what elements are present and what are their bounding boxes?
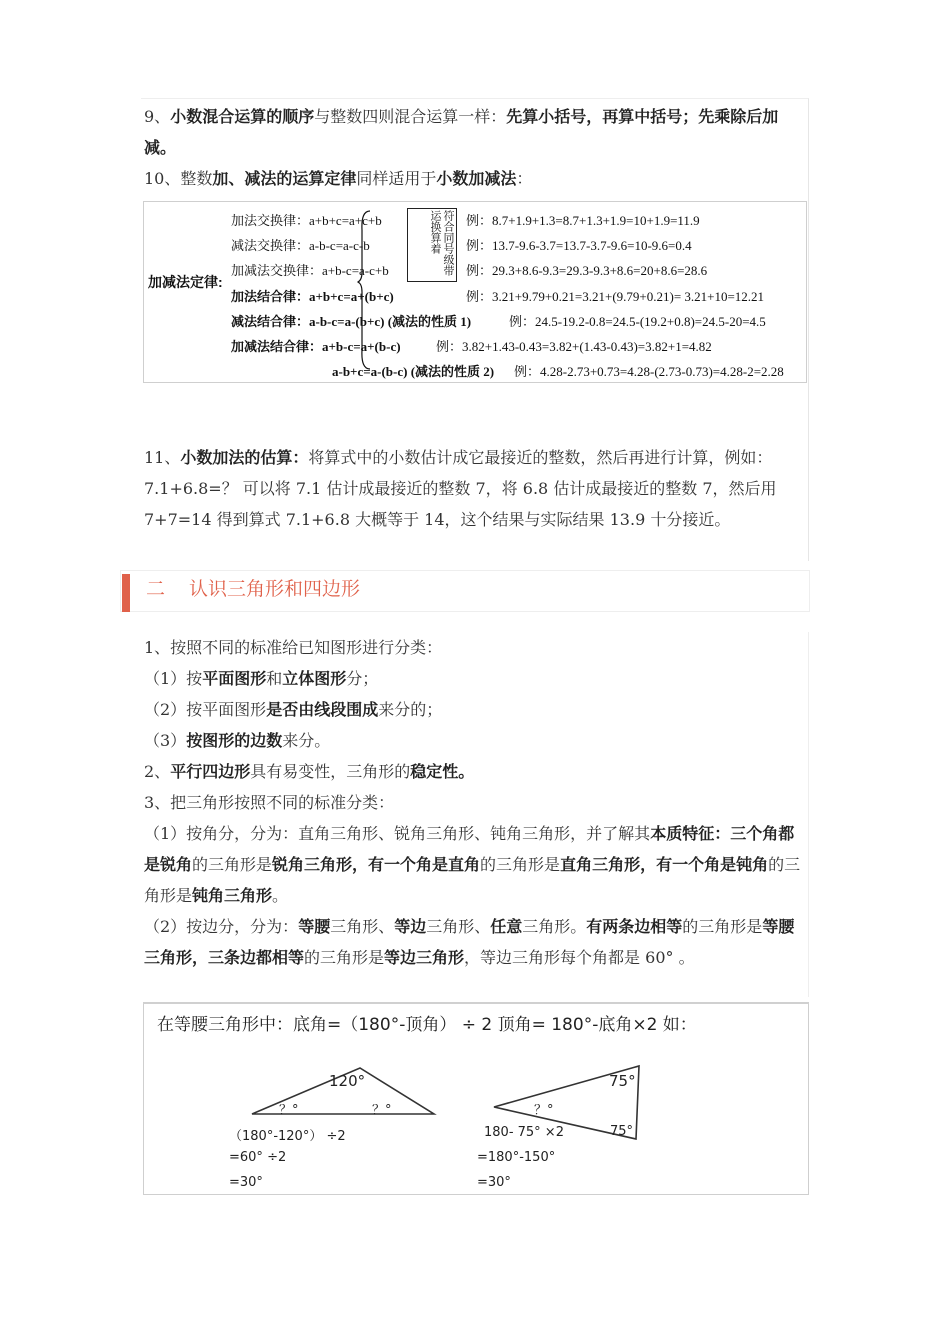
line-2	[144, 663, 808, 694]
law-example-7: 例：4.28-2.73+0.73=4.28-(2.73-0.73)=4.28-2=2.28	[514, 364, 784, 379]
right-calc-1: 180- 75° ×2	[484, 1125, 564, 1140]
paragraph-11	[144, 442, 804, 535]
section-heading-2	[120, 570, 810, 612]
l8-f: 任意	[490, 917, 523, 936]
l4-c: 来分。	[282, 731, 331, 750]
p9-prefix: 9、	[144, 107, 171, 126]
p9-bold-1: 小数混合运算的顺序	[170, 107, 315, 126]
paragraph-10	[144, 163, 808, 194]
l3-a: （2）按平面图形	[144, 700, 267, 719]
p11-bold: 小数加法的估算：	[180, 448, 309, 467]
l7-e: 的三角形是	[480, 855, 561, 874]
right-calc-3: =30°	[477, 1175, 511, 1190]
law-row-5: 减法结合律：a-b-c=a-(b+c) (减法的性质 1)	[231, 314, 472, 329]
p10-bold-2: 小数加减法	[436, 169, 517, 188]
law-example-3: 例：29.3+8.6-9.3=29.3-9.3+8.6=20+8.6=28.6	[466, 263, 708, 278]
law-example-5: 例：24.5-19.2-0.8=24.5-(19.2+0.8)=24.5-20=4.5	[509, 314, 766, 329]
line-1: 1、按照不同的标准给已知图形进行分类：	[144, 638, 443, 657]
heading-accent-bar	[122, 574, 130, 612]
isosceles-triangle-figure	[143, 1002, 809, 1195]
top-angle-label: 120°	[329, 1072, 366, 1090]
right-base-angle-unknown: ？°	[372, 1103, 392, 1118]
right-calc-2: =180°-150°	[477, 1150, 556, 1165]
right-angle-top: 75°	[609, 1072, 636, 1090]
l5-c: 具有易变性，三角形的	[250, 762, 411, 781]
laws-label: 加减法定律:	[148, 274, 223, 290]
section-triangles-quadrilaterals	[141, 632, 809, 997]
line-7	[144, 818, 808, 911]
condition-note: 符合同号级带运换算着	[407, 208, 457, 282]
p9-bold-2: 先算小括号，再算中括号；先乘除后加减。	[144, 107, 779, 157]
l2-b: 平面图形	[202, 669, 267, 688]
left-calc-1: （180°-120°） ÷2	[229, 1129, 346, 1144]
l7-i: 。	[272, 886, 289, 905]
l8-g: 三角形。	[522, 917, 587, 936]
l8-l: 等边三角形	[384, 948, 465, 967]
right-angle-bottom: 75°	[610, 1124, 634, 1139]
heading-title: 认识三角形和四边形	[189, 578, 361, 600]
heading-number: 二	[146, 578, 166, 600]
addition-subtraction-laws-figure	[143, 201, 807, 383]
law-row-3: 加减法交换律：a+b-c=a-c+b	[231, 263, 389, 278]
l2-d: 立体图形	[282, 669, 347, 688]
p10-colon: ：	[516, 169, 533, 188]
l3-c: 来分的；	[378, 700, 443, 719]
l7-b: 本质特征：三个角都是锐角	[144, 824, 795, 874]
p9-text: 与整数四则混合运算一样：	[314, 107, 507, 126]
line-4	[144, 725, 808, 756]
left-base-angle-unknown: ？°	[279, 1103, 299, 1118]
l7-c: 的三角形是	[192, 855, 273, 874]
l8-e: 三角形、	[426, 917, 491, 936]
l3-b: 是否由线段围成	[266, 700, 379, 719]
line-5	[144, 756, 808, 787]
l2-a: （1）按	[144, 669, 203, 688]
line-6: 3、把三角形按照不同的标准分类：	[144, 793, 395, 812]
p11-text: 将算式中的小数估计成它最接近的整数，然后再进行计算，例如：7.1+6.8=？ 可以将 7.1 估计成最接近的整数 7，将 6.8 估计成最接近的整数 7，然后用 7+7=14 得到算式 7.1+6.8 大概等于 14，这个结果与实际结果 13.9 十分接近。	[144, 448, 777, 529]
triangle-drawings	[144, 1044, 808, 1194]
law-row-4: 加法结合律：a+b+c=a+(b+c)	[231, 289, 394, 304]
left-calc-2: =60° ÷2	[229, 1150, 287, 1165]
l7-a: （1）按角分，分为：直角三角形、锐角三角形、钝角三角形，并了解其	[144, 824, 651, 843]
l7-d: 锐角三角形，有一个角是直角	[272, 855, 481, 874]
law-example-2: 例：13.7-9.6-3.7=13.7-3.7-9.6=10-9.6=0.4	[466, 238, 692, 253]
l8-b: 等腰	[298, 917, 331, 936]
p10-bold-1: 加、减法的运算定律	[212, 169, 357, 188]
l8-h: 有两条边相等	[586, 917, 683, 936]
law-example-4: 例：3.21+9.79+0.21=3.21+(9.79+0.21)= 3.21+10=12.21	[466, 289, 765, 304]
l5-d: 稳定性。	[410, 762, 475, 781]
l5-a: 2、	[144, 762, 171, 781]
law-row-6: 加减法结合律：a+b-c=a+(b-c)	[231, 339, 401, 354]
law-row-2: 减法交换律：a-b-c=a-c-b	[231, 238, 370, 253]
paragraph-9	[144, 101, 808, 163]
p10-text: 同样适用于	[356, 169, 437, 188]
l5-b: 平行四边形	[170, 762, 251, 781]
l8-d: 等边	[394, 917, 427, 936]
l8-c: 三角形、	[330, 917, 395, 936]
l4-a: （3）	[144, 731, 187, 750]
l8-a: （2）按边分，分为：	[144, 917, 299, 936]
line-8	[144, 911, 808, 973]
line-3	[144, 694, 808, 725]
l4-b: 按图形的边数	[186, 731, 283, 750]
triangle-formula-header: 在等腰三角形中：底角=（180°-顶角） ÷ 2 顶角= 180°-底角×2 如：	[157, 1015, 697, 1035]
l7-f: 直角三角形，有一个角是钝角	[560, 855, 769, 874]
law-example-6: 例：3.82+1.43-0.43=3.82+(1.43-0.43)=3.82+1=4.82	[436, 339, 712, 354]
p10-prefix: 10、整数	[144, 169, 213, 188]
p11-prefix: 11、	[144, 448, 181, 467]
l7-g: 的三角形是	[144, 855, 801, 905]
l2-c: 和	[266, 669, 283, 688]
law-row-1: 加法交换律：a+b+c=a+c+b	[231, 213, 382, 228]
l8-m: ，等边三角形每个角都是 60° 。	[464, 948, 695, 967]
law-row-7: a-b+c=a-(b-c) (减法的性质 2)	[332, 364, 495, 379]
l7-h: 钝角三角形	[192, 886, 273, 905]
apex-angle-unknown: ？°	[534, 1103, 554, 1118]
l8-j: 等腰三角形，三条边都相等	[144, 917, 795, 967]
left-calc-3: =30°	[229, 1175, 263, 1190]
l8-i: 的三角形是	[682, 917, 763, 936]
law-example-1: 例：8.7+1.9+1.3=8.7+1.3+1.9=10+1.9=11.9	[466, 213, 700, 228]
l2-e: 分；	[346, 669, 379, 688]
l8-k: 的三角形是	[304, 948, 385, 967]
